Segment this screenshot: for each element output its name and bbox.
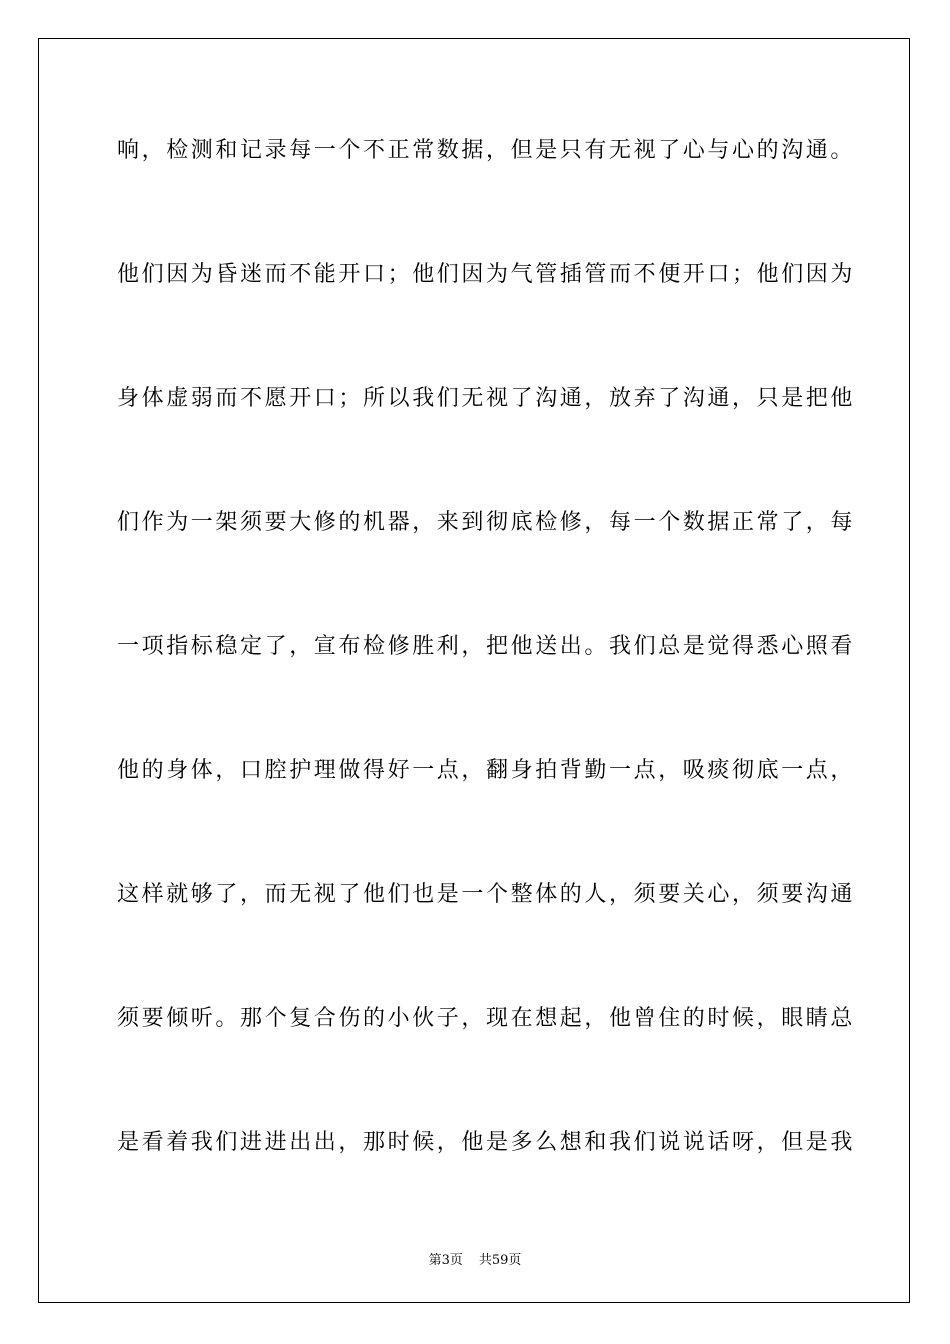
page-footer xyxy=(0,1249,950,1268)
body-text-line: 这样就够了，而无视了他们也是一个整体的人，须要关心，须要沟通 xyxy=(117,882,856,907)
body-text-line: 他的身体，口腔护理做得好一点，翻身拍背勤一点，吸痰彻底一点， xyxy=(117,758,856,783)
body-text-line: 们作为一架须要大修的机器，来到彻底检修，每一个数据正常了，每 xyxy=(117,510,856,535)
body-text-line: 响，检测和记录每一个不正常数据，但是只有无视了心与心的沟通。 xyxy=(117,138,856,163)
body-text-line: 他们因为昏迷而不能开口；他们因为气管插管而不便开口；他们因为 xyxy=(117,262,856,287)
body-text-line: 是看着我们进进出出，那时候，他是多么想和我们说说话呀，但是我 xyxy=(117,1130,856,1155)
body-text-line: 身体虚弱而不愿开口；所以我们无视了沟通，放弃了沟通，只是把他 xyxy=(117,386,856,411)
body-text-line: 须要倾听。那个复合伤的小伙子，现在想起，他曾住的时候，眼睛总 xyxy=(117,1006,856,1031)
total-page-count: 共59页 xyxy=(478,1253,522,1268)
page-border xyxy=(38,38,910,1303)
current-page-number: 第3页 xyxy=(428,1253,463,1268)
body-text-line: 一项指标稳定了，宣布检修胜利，把他送出。我们总是觉得悉心照看 xyxy=(117,634,856,659)
